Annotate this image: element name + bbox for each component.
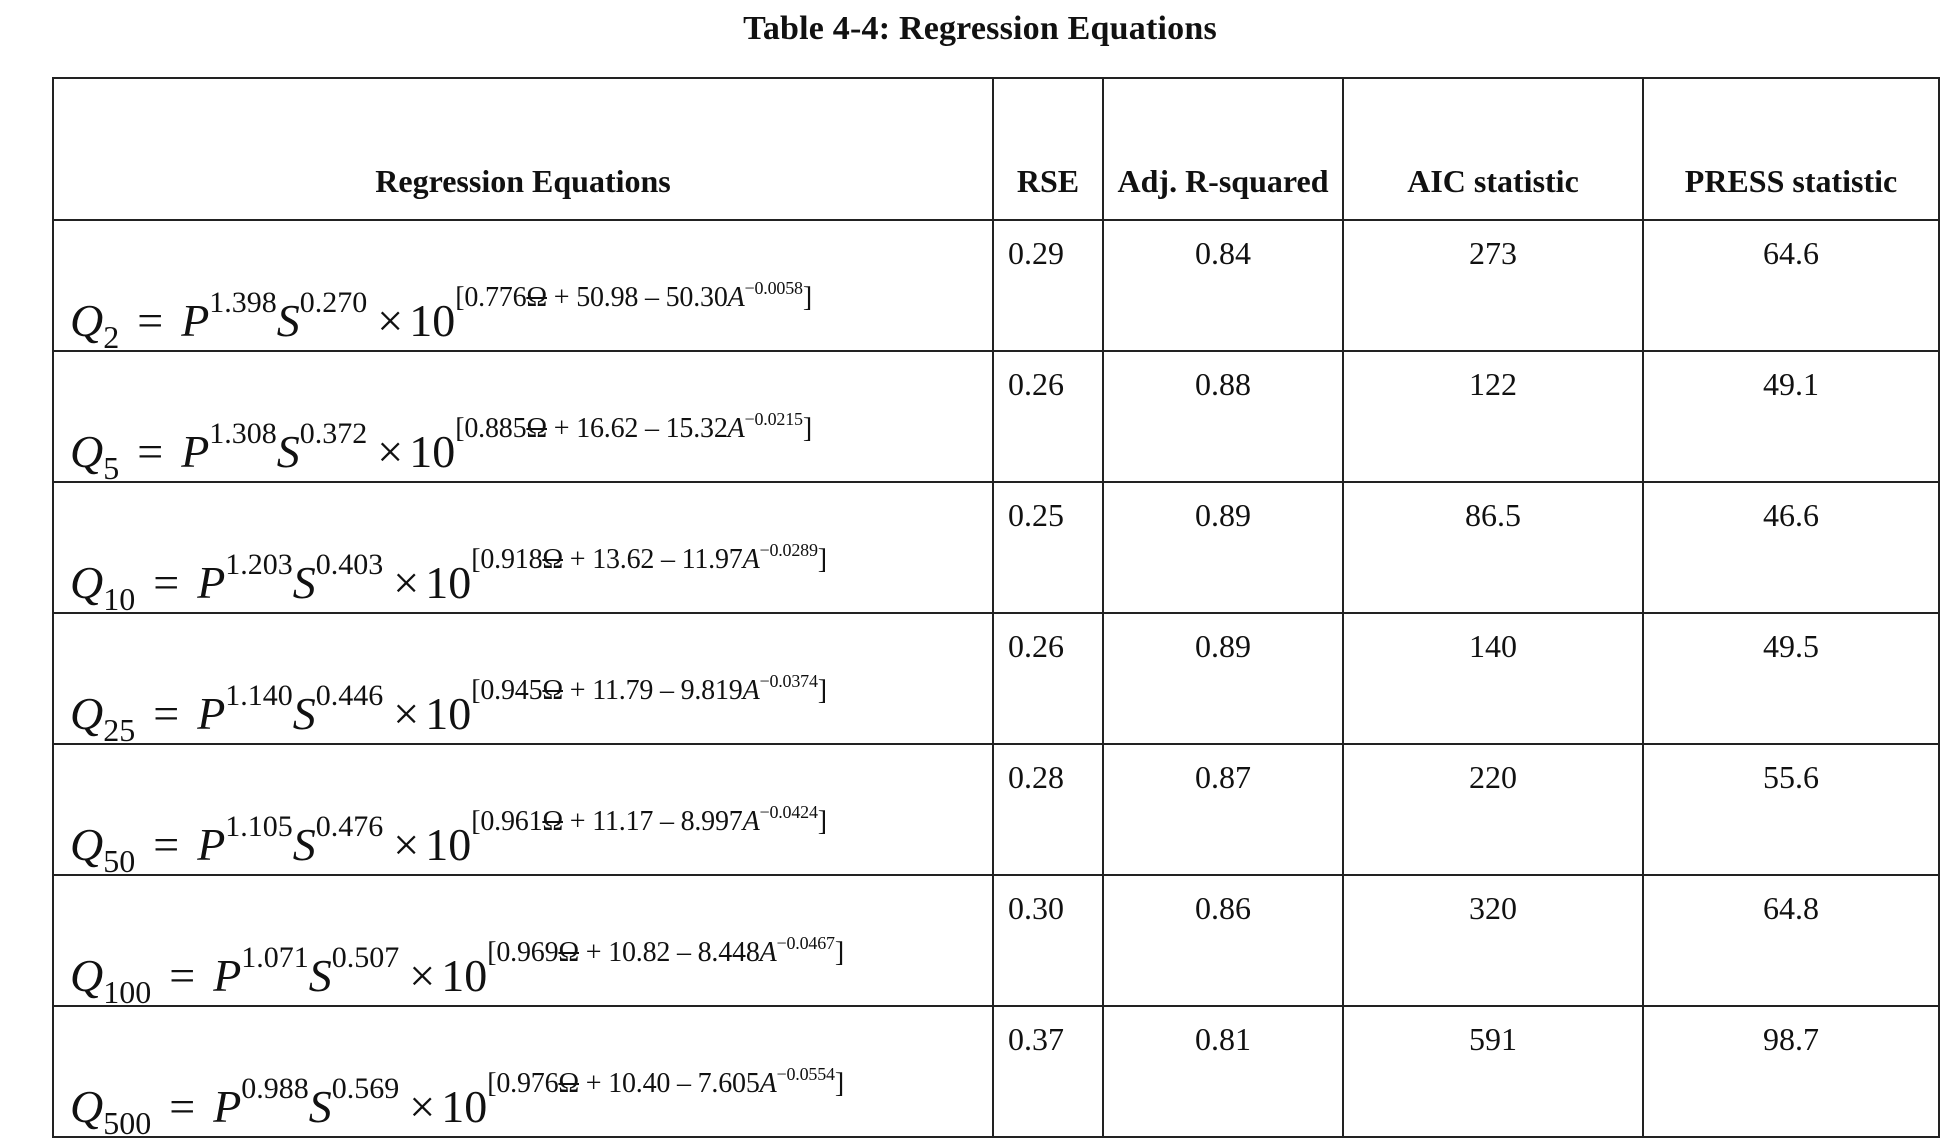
s-symbol: S (276, 426, 300, 477)
p-exponent: 1.105 (225, 810, 293, 843)
area-exponent: −0.0289 (759, 540, 818, 560)
constant-term: 16.62 (576, 413, 639, 444)
omega-coefficient: 0.945 (480, 675, 543, 706)
plus-sign: + (579, 937, 609, 968)
open-bracket: [ (471, 544, 481, 575)
base-ten: 10 (441, 950, 488, 1001)
header-press-statistic: PRESS statistic (1643, 78, 1939, 220)
equation-cell (53, 744, 993, 875)
adj-r-squared-cell: 0.89 (1103, 613, 1343, 744)
regression-equation (70, 540, 827, 613)
constant-term: 50.98 (576, 282, 639, 313)
constant-term: 10.82 (608, 937, 671, 968)
plus-sign: + (563, 544, 593, 575)
open-bracket: [ (487, 1068, 497, 1099)
plus-sign: + (563, 675, 593, 706)
q-symbol: Q (70, 557, 104, 608)
base-ten: 10 (425, 688, 472, 739)
area-exponent: −0.0424 (759, 802, 818, 822)
times-sign: × (377, 426, 404, 477)
press-cell: 64.8 (1643, 875, 1939, 1006)
table-row (53, 875, 1939, 1006)
header-regression-equations: Regression Equations (53, 78, 993, 220)
adj-r-squared-cell: 0.88 (1103, 351, 1343, 482)
aic-cell: 273 (1343, 220, 1643, 351)
table-caption: Table 4-4: Regression Equations (743, 10, 1217, 47)
times-sign: × (409, 950, 436, 1001)
times-sign: × (377, 295, 404, 346)
adj-r-squared-cell: 0.81 (1103, 1006, 1343, 1137)
a-symbol: A (759, 1068, 777, 1099)
rse-cell: 0.26 (993, 613, 1103, 744)
regression-equation (70, 933, 844, 1006)
omega-symbol: Ω (542, 806, 563, 837)
s-exponent: 0.446 (315, 679, 384, 712)
press-cell: 98.7 (1643, 1006, 1939, 1137)
omega-symbol: Ω (542, 675, 563, 706)
constant-term: 13.62 (592, 544, 655, 575)
times-sign: × (393, 688, 420, 739)
regression-equation (70, 802, 827, 875)
a-symbol: A (742, 806, 760, 837)
omega-coefficient: 0.776 (464, 282, 527, 313)
constant-term: 11.79 (592, 675, 654, 706)
times-sign: × (409, 1081, 436, 1132)
a-symbol: A (759, 937, 777, 968)
s-symbol: S (292, 557, 316, 608)
omega-symbol: Ω (526, 282, 547, 313)
aic-cell: 320 (1343, 875, 1643, 1006)
regression-equation (70, 409, 812, 482)
table-row (53, 482, 1939, 613)
recurrence-interval-subscript: 25 (103, 712, 136, 744)
recurrence-interval-subscript: 50 (103, 843, 136, 875)
adj-r-squared-cell: 0.87 (1103, 744, 1343, 875)
q-symbol: Q (70, 426, 104, 477)
area-coefficient: 7.605 (697, 1068, 760, 1099)
equation-cell (53, 220, 993, 351)
area-exponent: −0.0058 (744, 278, 803, 298)
adj-r-squared-cell: 0.86 (1103, 875, 1343, 1006)
recurrence-interval-subscript: 5 (103, 450, 120, 482)
table-row (53, 744, 1939, 875)
q-symbol: Q (70, 295, 104, 346)
aic-cell: 86.5 (1343, 482, 1643, 613)
minus-sign: – (653, 675, 681, 706)
equals-sign: = (153, 688, 180, 739)
equals-sign: = (153, 557, 180, 608)
a-symbol: A (742, 544, 760, 575)
s-symbol: S (292, 819, 316, 870)
p-symbol: P (181, 426, 210, 477)
regression-equation (70, 671, 827, 744)
adj-r-squared-cell: 0.84 (1103, 220, 1343, 351)
p-symbol: P (181, 295, 210, 346)
regression-equation (70, 278, 812, 351)
rse-cell: 0.26 (993, 351, 1103, 482)
s-exponent: 0.372 (299, 417, 368, 450)
regression-equation (70, 1064, 844, 1137)
s-exponent: 0.403 (315, 548, 384, 581)
aic-cell: 140 (1343, 613, 1643, 744)
minus-sign: – (654, 544, 682, 575)
table-row (53, 613, 1939, 744)
regression-table (52, 77, 1940, 1138)
s-symbol: S (292, 688, 316, 739)
times-sign: × (393, 819, 420, 870)
header-row (53, 78, 1939, 220)
minus-sign: – (638, 282, 666, 313)
omega-symbol: Ω (526, 413, 547, 444)
close-bracket: ] (834, 937, 844, 968)
aic-cell: 220 (1343, 744, 1643, 875)
open-bracket: [ (455, 282, 465, 313)
p-symbol: P (213, 950, 242, 1001)
recurrence-interval-subscript: 2 (103, 319, 120, 351)
area-coefficient: 50.30 (665, 282, 728, 313)
close-bracket: ] (834, 1068, 844, 1099)
recurrence-interval-subscript: 100 (103, 974, 152, 1006)
exponent-bracket (455, 278, 812, 313)
minus-sign: – (653, 806, 681, 837)
area-exponent: −0.0215 (744, 409, 803, 429)
exponent-bracket (471, 802, 827, 837)
p-exponent: 0.988 (241, 1072, 309, 1105)
omega-coefficient: 0.969 (496, 937, 559, 968)
exponent-bracket (471, 671, 827, 706)
plus-sign: + (579, 1068, 609, 1099)
s-symbol: S (276, 295, 300, 346)
base-ten: 10 (441, 1081, 488, 1132)
area-coefficient: 15.32 (665, 413, 728, 444)
aic-cell: 591 (1343, 1006, 1643, 1137)
close-bracket: ] (817, 675, 827, 706)
rse-cell: 0.37 (993, 1006, 1103, 1137)
omega-symbol: Ω (558, 937, 579, 968)
area-coefficient: 8.448 (697, 937, 760, 968)
minus-sign: – (670, 1068, 698, 1099)
equation-cell (53, 482, 993, 613)
a-symbol: A (727, 282, 745, 313)
area-coefficient: 11.97 (681, 544, 743, 575)
p-symbol: P (197, 557, 226, 608)
press-cell: 49.5 (1643, 613, 1939, 744)
equals-sign: = (153, 819, 180, 870)
adj-r-squared-cell: 0.89 (1103, 482, 1343, 613)
equals-sign: = (137, 295, 164, 346)
base-ten: 10 (425, 819, 472, 870)
area-coefficient: 9.819 (680, 675, 743, 706)
area-exponent: −0.0467 (776, 933, 835, 953)
area-coefficient: 8.997 (680, 806, 743, 837)
area-exponent: −0.0374 (759, 671, 818, 691)
s-exponent: 0.476 (315, 810, 384, 843)
exponent-bracket (487, 933, 844, 968)
base-ten: 10 (425, 557, 472, 608)
plus-sign: + (547, 282, 577, 313)
p-exponent: 1.308 (209, 417, 277, 450)
aic-cell: 122 (1343, 351, 1643, 482)
p-symbol: P (197, 819, 226, 870)
open-bracket: [ (471, 675, 481, 706)
close-bracket: ] (817, 544, 827, 575)
p-exponent: 1.140 (225, 679, 293, 712)
p-exponent: 1.203 (225, 548, 293, 581)
q-symbol: Q (70, 950, 104, 1001)
omega-coefficient: 0.885 (464, 413, 527, 444)
rse-cell: 0.30 (993, 875, 1103, 1006)
q-symbol: Q (70, 1081, 104, 1132)
rse-cell: 0.28 (993, 744, 1103, 875)
q-symbol: Q (70, 819, 104, 870)
close-bracket: ] (802, 413, 812, 444)
minus-sign: – (638, 413, 666, 444)
p-exponent: 1.071 (241, 941, 309, 974)
equals-sign: = (137, 426, 164, 477)
exponent-bracket (471, 540, 827, 575)
header-rse: RSE (993, 78, 1103, 220)
s-symbol: S (308, 950, 332, 1001)
a-symbol: A (727, 413, 745, 444)
table-row (53, 1006, 1939, 1137)
s-exponent: 0.569 (331, 1072, 400, 1105)
area-exponent: −0.0554 (776, 1064, 835, 1084)
header-aic-statistic: AIC statistic (1343, 78, 1643, 220)
close-bracket: ] (817, 806, 827, 837)
exponent-bracket (455, 409, 812, 444)
a-symbol: A (742, 675, 760, 706)
times-sign: × (393, 557, 420, 608)
omega-symbol: Ω (542, 544, 563, 575)
omega-symbol: Ω (558, 1068, 579, 1099)
close-bracket: ] (802, 282, 812, 313)
q-symbol: Q (70, 688, 104, 739)
s-exponent: 0.507 (331, 941, 400, 974)
press-cell: 64.6 (1643, 220, 1939, 351)
base-ten: 10 (409, 426, 456, 477)
p-exponent: 1.398 (209, 286, 277, 319)
equation-cell (53, 613, 993, 744)
constant-term: 10.40 (608, 1068, 671, 1099)
constant-term: 11.17 (592, 806, 654, 837)
press-cell: 55.6 (1643, 744, 1939, 875)
recurrence-interval-subscript: 10 (103, 581, 136, 613)
minus-sign: – (670, 937, 698, 968)
base-ten: 10 (409, 295, 456, 346)
omega-coefficient: 0.918 (480, 544, 543, 575)
recurrence-interval-subscript: 500 (103, 1105, 152, 1137)
s-exponent: 0.270 (299, 286, 368, 319)
equals-sign: = (169, 950, 196, 1001)
rse-cell: 0.25 (993, 482, 1103, 613)
table-row (53, 220, 1939, 351)
p-symbol: P (213, 1081, 242, 1132)
press-cell: 49.1 (1643, 351, 1939, 482)
equation-cell (53, 875, 993, 1006)
rse-cell: 0.29 (993, 220, 1103, 351)
s-symbol: S (308, 1081, 332, 1132)
plus-sign: + (547, 413, 577, 444)
equation-cell (53, 351, 993, 482)
omega-coefficient: 0.961 (480, 806, 543, 837)
open-bracket: [ (471, 806, 481, 837)
press-cell: 46.6 (1643, 482, 1939, 613)
open-bracket: [ (455, 413, 465, 444)
open-bracket: [ (487, 937, 497, 968)
table-row (53, 351, 1939, 482)
p-symbol: P (197, 688, 226, 739)
equation-cell (53, 1006, 993, 1137)
equals-sign: = (169, 1081, 196, 1132)
header-adj-r-squared: Adj. R-squared (1103, 78, 1343, 220)
omega-coefficient: 0.976 (496, 1068, 559, 1099)
exponent-bracket (487, 1064, 844, 1099)
plus-sign: + (563, 806, 593, 837)
